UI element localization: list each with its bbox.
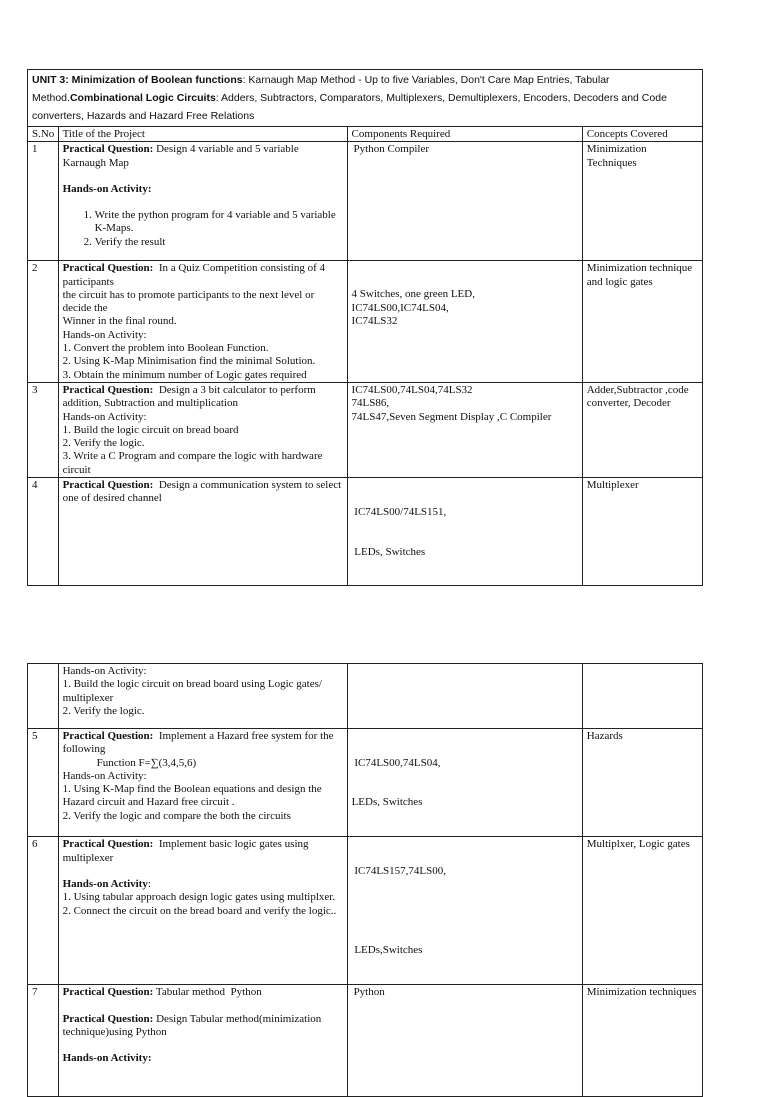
component-line: 74LS86, [351,397,390,410]
step-line: 2. Using K-Map Minimisation find the minimal Solution. [62,355,316,368]
row-sno: 4 [28,478,59,586]
table-row [28,664,703,729]
pq-label: Practical Question: [62,479,154,492]
unit-header-cell [28,70,703,127]
row-concepts: Multiplxer, Logic gates [582,837,702,985]
row-title [58,261,347,383]
component-line: LEDs, Switches [351,796,423,809]
row-title [58,985,347,1097]
col-title: Title of the Project [58,127,347,142]
row-sno: 1 [28,142,59,261]
row-sno: 2 [28,261,59,383]
table-row [28,837,703,985]
hoa-colon: : [147,877,151,890]
pq-text: Design a 3 bit calculator to perform addition, Subtraction and multiplication [62,383,319,410]
hoa-label: Hands-on Activity: [62,665,147,677]
comb-text: : Adders, Subtractors, Comparators, Multiplexers, Demultiplexers, Encoders, Decoders and Code converters, Hazards and Hazard Free Relations [32,92,667,122]
row-concepts: Minimization Techniques [582,142,702,261]
pq-text: Implement a Hazard free system for the following [62,730,337,756]
step-line: 1. Build the logic circuit on bread board using Logic gates/ multiplexer [62,678,322,704]
pq-text: Implement basic logic gates using multiplexer [62,838,312,864]
row-title [58,382,347,477]
component-line: IC74LS157,74LS00, [351,864,446,877]
pq-label: Practical Question: [62,730,154,742]
hoa-label: Hands-on Activity: [62,328,147,341]
unit-header-row [28,70,703,127]
syllabus-table-page-2 [27,663,703,1097]
syllabus-table-page-1 [27,69,703,586]
comb-label: Combinational Logic Circuits [69,92,216,104]
component-line: IC74LS32 [351,314,398,327]
step-line: 3. Obtain the minimum number of Logic gates required [62,368,307,381]
step-line: 1. Build the logic circuit on bread board [62,423,239,436]
row-sno: 7 [28,985,59,1097]
col-sno: S.No [28,127,59,142]
hoa-bold: Hands-on Activity [62,877,148,890]
table-row [28,261,703,383]
component-line: 74LS47,Seven Segment Display ,C Compiler [351,410,552,423]
text-line: the circuit has to promote participants to the next level or decide the [62,288,315,315]
row-concepts [582,664,702,729]
row-concepts: Multiplexer [582,478,702,586]
unit-text: : Karnaugh Map Method - Up to five Variables, Don't Care Map Entries, Tabular Method. [32,74,610,104]
step-line: 3. Write a C Program and compare the logic with hardware circuit [62,450,323,476]
step-line: 1. Convert the problem into Boolean Function. [62,342,269,355]
row-components [347,729,582,837]
component-line: IC74LS00,74LS04, [351,756,441,769]
row-components [347,837,582,985]
component-line: IC74LS00,IC74LS04, [351,301,449,314]
pq-label: Practical Question: [62,143,154,156]
row-concepts: Minimization technique and logic gates [582,261,702,383]
step-line: 2. Verify the logic. [62,437,145,450]
table-row [28,729,703,837]
row-sno: 3 [28,382,59,477]
row-concepts: Adder,Subtractor ,code converter, Decoder [582,382,702,477]
step-line: 1. Using tabular approach design logic gates using multiplxer. [62,891,336,904]
pq-label: Practical Question: [62,838,154,851]
row-concepts: Hazards [582,729,702,837]
steps-list [63,209,343,249]
col-components: Components Required [347,127,582,142]
table-row [28,985,703,1097]
row-title [58,478,347,586]
text-line: Winner in the final round. [62,315,177,328]
component-line: IC74LS00/74LS151, [351,505,447,518]
list-item: 1. Write the python program for 4 variable and 5 variable K-Maps. [95,209,343,236]
pq-label: Practical Question: [62,1012,154,1025]
pq-text: Tabular method Python [153,986,262,999]
pq-label: Practical Question: [62,383,154,396]
pq-text-2: Design Tabular method(minimization technique)using Python [62,1012,325,1038]
step-line: 1. Using K-Map find the Boolean equations and design the Hazard circuit and Hazard free circuit . [62,783,322,809]
row-components: Python Compiler [347,142,582,261]
hoa-label: Hands-on Activity: [62,769,147,782]
row-components [347,382,582,477]
row-concepts: Minimization techniques [582,985,702,1097]
list-item: 2. Verify the result [95,236,343,249]
step-line: 2. Verify the logic and compare the both the circuits [62,809,291,822]
component-line: 4 Switches, one green LED, [351,288,475,301]
step-line: 2. Connect the circuit on the bread board and verify the logic.. [62,904,337,917]
row-title [58,664,347,729]
pq-text: In a Quiz Competition consisting of 4 participants [62,262,328,288]
row-title [58,142,347,261]
column-header-row [28,127,703,142]
row-sno: 5 [28,729,59,837]
function-line: Function F=∑(3,4,5,6) [96,756,197,769]
col-concepts: Concepts Covered [582,127,702,142]
hoa-label [63,878,343,891]
unit-label: UNIT 3: Minimization of Boolean functions [32,74,243,86]
hoa-label: Hands-on Activity: [62,410,147,423]
hoa-label: Hands-on Activity: [62,182,152,195]
row-components [347,261,582,383]
pq-label: Practical Question: [62,986,154,999]
row-title [58,729,347,837]
component-line: LEDs, Switches [351,545,426,558]
component-line: IC74LS00,74LS04,74LS32 [351,383,473,396]
pq-text: Design 4 variable and 5 variable Karnaugh Map [62,143,299,169]
pq-label: Practical Question: [62,262,154,275]
hoa-label: Hands-on Activity: [62,1052,152,1065]
row-sno: 6 [28,837,59,985]
row-title [58,837,347,985]
table-row [28,382,703,477]
table-row [28,478,703,586]
row-components [347,478,582,586]
row-components: Python [347,985,582,1097]
table-row [28,142,703,261]
row-sno [28,664,59,729]
pq-text: Design a communication system to select one of desired channel [62,479,344,505]
component-line: LEDs,Switches [351,944,423,957]
step-line: 2. Verify the logic. [62,704,145,717]
row-components [347,664,582,729]
